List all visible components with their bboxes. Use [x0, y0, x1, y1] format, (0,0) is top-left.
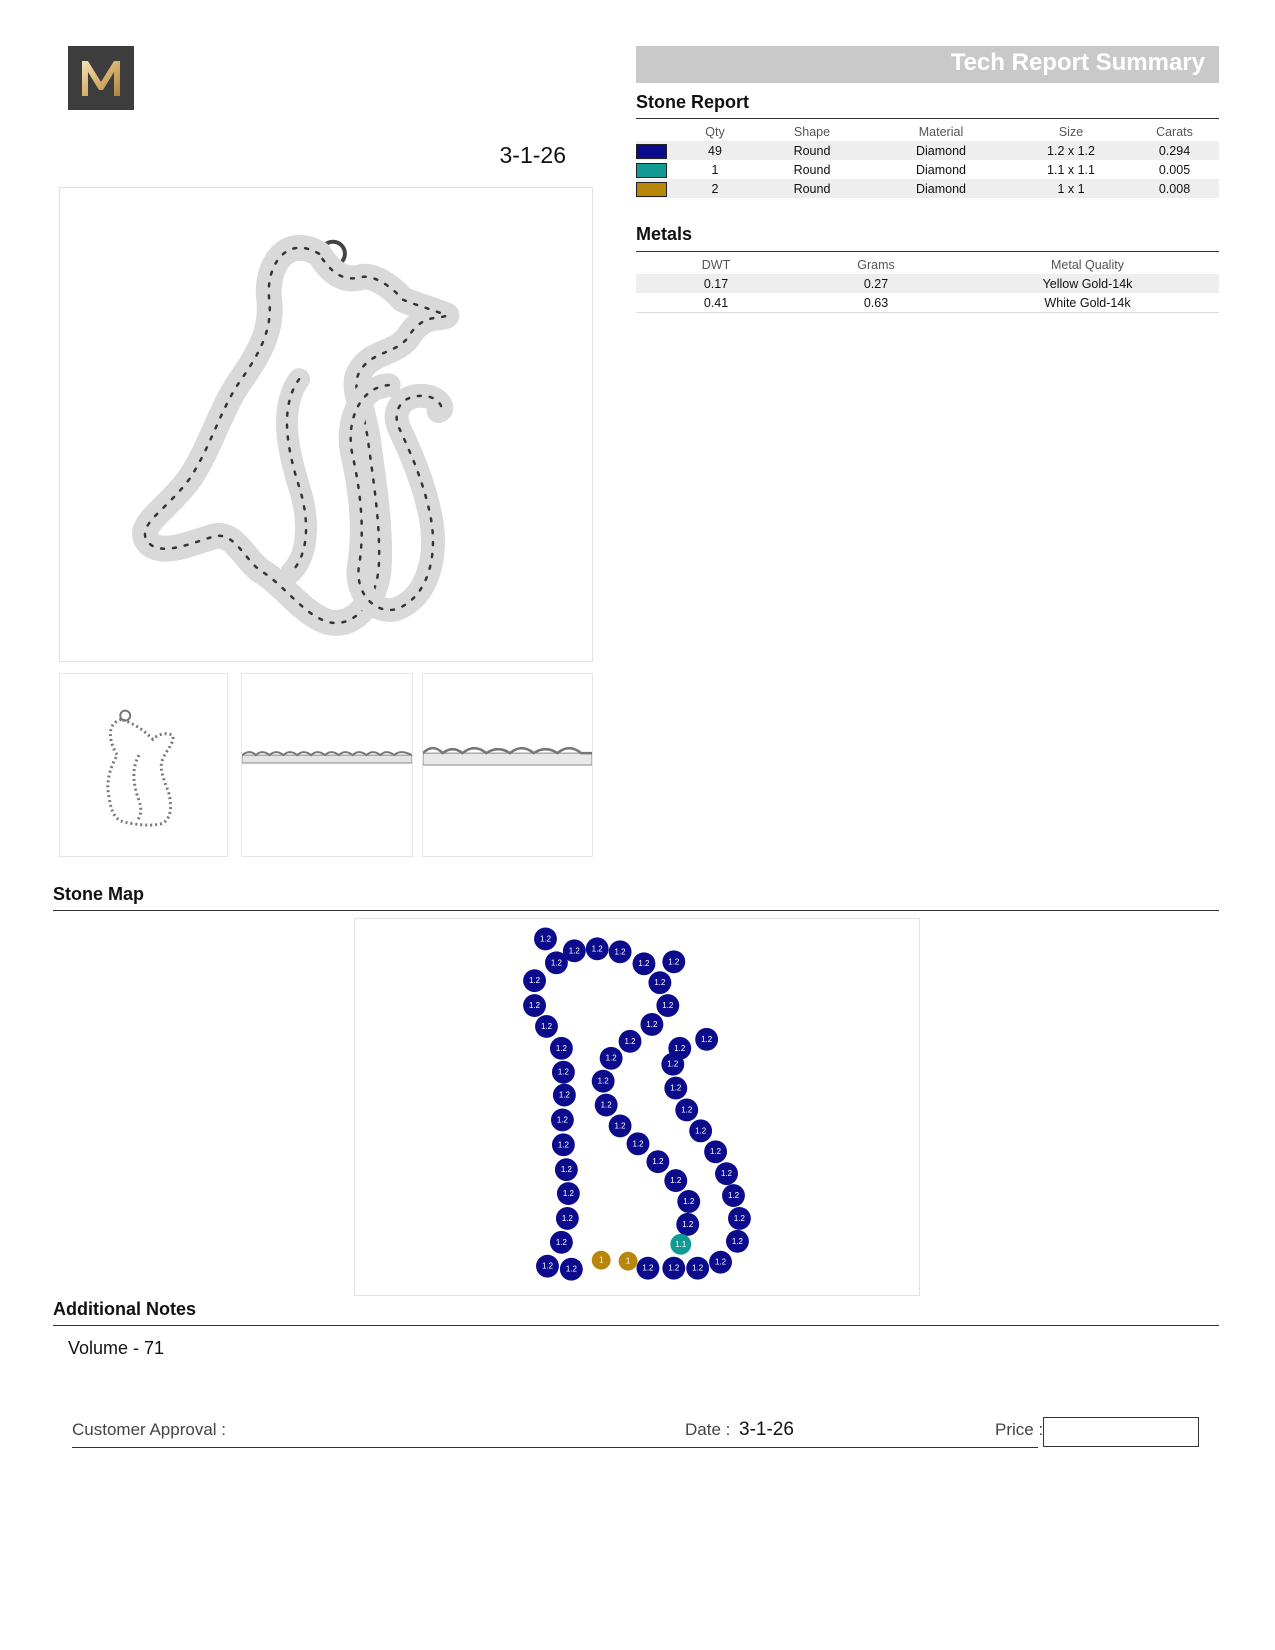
svg-text:1.2: 1.2: [600, 1100, 612, 1110]
svg-text:1.2: 1.2: [568, 946, 580, 956]
metals-rule: [636, 251, 1219, 252]
pendant-top-image: [423, 674, 592, 856]
notes-rule: [53, 1325, 1219, 1326]
stone-marker: [595, 1094, 618, 1117]
svg-text:1.2: 1.2: [558, 1090, 570, 1100]
stone-marker: [677, 1190, 700, 1213]
thumbnail-top-view[interactable]: [422, 673, 593, 857]
stone-marker: [592, 1070, 615, 1093]
svg-text:1.2: 1.2: [682, 1219, 694, 1229]
metals-table: [636, 255, 1219, 313]
stone-marker: [637, 1257, 660, 1280]
stone-color-swatch: [636, 144, 667, 159]
svg-text:1.2: 1.2: [668, 957, 680, 967]
table-header-row: [636, 122, 1219, 141]
stone-marker: [646, 1150, 669, 1173]
stone-marker: [536, 1255, 559, 1278]
svg-text:1.2: 1.2: [638, 959, 650, 969]
svg-text:1.2: 1.2: [561, 1213, 573, 1223]
stone-marker: [689, 1119, 712, 1142]
stone-marker: [553, 1084, 576, 1107]
carats-cell: 0.294: [1130, 141, 1219, 160]
material-cell: Diamond: [915, 162, 967, 177]
monogram-m-icon: [68, 46, 134, 110]
shape-cell: Round: [754, 179, 870, 198]
svg-text:1.2: 1.2: [731, 1236, 743, 1246]
shape-cell: Round: [754, 141, 870, 160]
stone-marker: [609, 1114, 632, 1137]
stone-marker: [609, 940, 632, 963]
stone-marker: [551, 1108, 574, 1131]
table-row: [636, 293, 1219, 313]
stone-marker: [523, 994, 546, 1017]
stone-marker: [555, 1158, 578, 1181]
stone-marker: [676, 1213, 699, 1236]
qty-cell: 2: [676, 179, 754, 198]
svg-text:1.2: 1.2: [701, 1034, 713, 1044]
size-cell: 1.1 x 1.1: [1047, 162, 1095, 177]
svg-text:1.2: 1.2: [591, 944, 603, 954]
stone-marker: [552, 1061, 575, 1084]
additional-notes-heading: Additional Notes: [53, 1299, 196, 1319]
svg-text:1.2: 1.2: [541, 1261, 553, 1271]
svg-text:1.2: 1.2: [652, 1157, 664, 1167]
stone-marker: [722, 1184, 745, 1207]
column-header: Qty: [705, 124, 725, 139]
column-header: DWT: [701, 257, 731, 272]
size-cell: 1.2 x 1.2: [1012, 141, 1130, 160]
notes-text: Volume - 71: [68, 1338, 165, 1358]
stone-marker: [586, 937, 609, 960]
svg-text:1.2: 1.2: [733, 1213, 745, 1223]
stone-marker: [686, 1257, 709, 1280]
svg-text:1.2: 1.2: [597, 1076, 609, 1086]
svg-text:1.2: 1.2: [555, 1237, 567, 1247]
company-logo: [68, 46, 134, 110]
price-label: Price :: [995, 1420, 1044, 1439]
date-value: 3-1-26: [739, 1419, 794, 1440]
stone-marker: [726, 1230, 749, 1253]
column-header: Grams: [857, 257, 895, 272]
column-header: [636, 122, 676, 141]
svg-text:1.2: 1.2: [614, 1121, 626, 1131]
stone-marker: [662, 950, 685, 973]
svg-text:1.2: 1.2: [550, 958, 562, 968]
svg-text:1.2: 1.2: [727, 1191, 740, 1201]
stone-marker: [664, 1077, 687, 1100]
stone-marker: [704, 1140, 727, 1163]
svg-text:1.2: 1.2: [667, 1059, 679, 1069]
svg-text:1.2: 1.2: [683, 1196, 695, 1206]
stone-report-table: [636, 122, 1219, 198]
pendant-render-image: [60, 188, 592, 661]
stone-marker: [600, 1047, 623, 1070]
report-header-bar: [636, 46, 1219, 83]
stone-map-diagram: [355, 919, 919, 1295]
qty-cell: 49: [676, 141, 754, 160]
stone-map-heading: Stone Map: [53, 884, 145, 904]
svg-text:1.2: 1.2: [614, 947, 626, 957]
pendant-side-image: [242, 674, 412, 856]
metals-heading: Metals: [636, 224, 693, 244]
metal-quality-cell: Yellow Gold-14k: [956, 274, 1219, 293]
svg-text:1.2: 1.2: [529, 976, 541, 986]
qty-cell: 1: [711, 162, 719, 177]
column-header: Size: [1058, 124, 1084, 139]
stone-marker: [670, 1234, 691, 1255]
column-header: Metal Quality: [1051, 257, 1124, 272]
svg-text:1.2: 1.2: [646, 1019, 658, 1029]
material-cell: Diamond: [870, 179, 1012, 198]
stone-marker: [592, 1251, 611, 1270]
svg-text:1.2: 1.2: [710, 1147, 722, 1157]
stone-marker: [523, 969, 546, 992]
svg-text:1.2: 1.2: [692, 1263, 704, 1273]
column-header: Shape: [793, 124, 831, 139]
stone-marker: [656, 994, 679, 1017]
carats-cell: 0.005: [1158, 162, 1191, 177]
svg-text:1.2: 1.2: [715, 1257, 727, 1267]
svg-text:1.2: 1.2: [557, 1140, 569, 1150]
stone-marker: [627, 1132, 650, 1155]
svg-text:1.2: 1.2: [674, 1043, 686, 1053]
svg-text:1.2: 1.2: [565, 1264, 577, 1274]
stone-map-rule: [53, 910, 1219, 911]
svg-text:1.2: 1.2: [555, 1043, 567, 1053]
svg-text:1.2: 1.2: [562, 1189, 574, 1199]
svg-text:1.2: 1.2: [540, 1021, 553, 1031]
table-row: [636, 274, 1219, 293]
stone-marker: [728, 1207, 751, 1230]
signature-line: [72, 1447, 1038, 1448]
stone-marker: [633, 952, 656, 975]
pendant-thumbnail-image: [60, 674, 227, 856]
svg-text:1.2: 1.2: [695, 1126, 707, 1136]
stone-map-panel: [354, 918, 920, 1296]
report-title: Tech Report Summary: [950, 49, 1205, 76]
table-row: [636, 179, 1219, 198]
job-number: 3-1-26: [499, 142, 566, 168]
carats-cell: 0.008: [1130, 179, 1219, 198]
date-label: Date :: [685, 1420, 731, 1439]
stone-marker: [715, 1162, 738, 1185]
stone-report-heading: Stone Report: [636, 92, 750, 112]
stone-marker: [661, 1053, 684, 1076]
main-product-view: [59, 187, 593, 662]
stone-marker: [709, 1251, 732, 1274]
svg-text:1.2: 1.2: [539, 934, 552, 944]
dwt-cell: 0.41: [703, 295, 729, 310]
svg-text:1.2: 1.2: [560, 1165, 572, 1175]
metal-quality-cell: White Gold-14k: [1044, 295, 1131, 310]
stone-marker: [619, 1252, 638, 1271]
svg-text:1.2: 1.2: [642, 1263, 654, 1273]
svg-text:1.2: 1.2: [668, 1263, 680, 1273]
price-field[interactable]: [1043, 1417, 1199, 1447]
stone-marker: [675, 1099, 698, 1122]
stone-marker: [640, 1013, 663, 1036]
stone-marker: [550, 1231, 573, 1254]
thumbnail-front-view[interactable]: [59, 673, 228, 857]
column-header: Carats: [1156, 124, 1193, 139]
stone-marker: [695, 1028, 718, 1051]
svg-text:1.2: 1.2: [529, 1001, 541, 1011]
stone-marker: [535, 1015, 558, 1038]
svg-text:1: 1: [625, 1256, 631, 1266]
stone-marker: [534, 927, 557, 950]
stone-marker: [563, 939, 586, 962]
stone-color-swatch: [636, 163, 667, 178]
table-row: [636, 160, 1219, 179]
stone-marker: [560, 1258, 583, 1281]
svg-text:1.2: 1.2: [721, 1169, 733, 1179]
grams-cell: 0.27: [796, 274, 956, 293]
stone-marker: [556, 1207, 579, 1230]
stone-marker: [664, 1169, 687, 1192]
stone-marker: [557, 1182, 580, 1205]
table-row: [636, 141, 1219, 160]
stone-color-swatch: [636, 182, 667, 197]
stone-marker: [648, 971, 671, 994]
svg-text:1.2: 1.2: [662, 1001, 674, 1011]
table-header-row: [636, 255, 1219, 274]
svg-text:1.2: 1.2: [670, 1083, 682, 1093]
svg-text:1.2: 1.2: [624, 1036, 636, 1046]
svg-text:1.1: 1.1: [675, 1239, 687, 1249]
svg-text:1.2: 1.2: [681, 1105, 693, 1115]
material-cell: Diamond: [870, 141, 1012, 160]
shape-cell: Round: [793, 162, 831, 177]
size-cell: 1 x 1: [1012, 179, 1130, 198]
customer-approval-label: Customer Approval :: [72, 1420, 227, 1439]
grams-cell: 0.63: [863, 295, 889, 310]
stone-marker: [552, 1133, 575, 1156]
svg-text:1: 1: [598, 1255, 604, 1265]
svg-text:1.2: 1.2: [556, 1115, 568, 1125]
stone-marker: [550, 1037, 573, 1060]
thumbnail-side-view[interactable]: [241, 673, 413, 857]
svg-text:1.2: 1.2: [605, 1053, 617, 1063]
svg-text:1.2: 1.2: [632, 1139, 644, 1149]
stone-report-rule: [636, 118, 1219, 119]
svg-text:1.2: 1.2: [654, 978, 666, 988]
svg-text:1.2: 1.2: [670, 1176, 682, 1186]
stone-marker: [662, 1257, 685, 1280]
dwt-cell: 0.17: [636, 274, 796, 293]
stone-marker: [619, 1030, 642, 1053]
column-header: Material: [918, 124, 964, 139]
svg-text:1.2: 1.2: [557, 1067, 569, 1077]
